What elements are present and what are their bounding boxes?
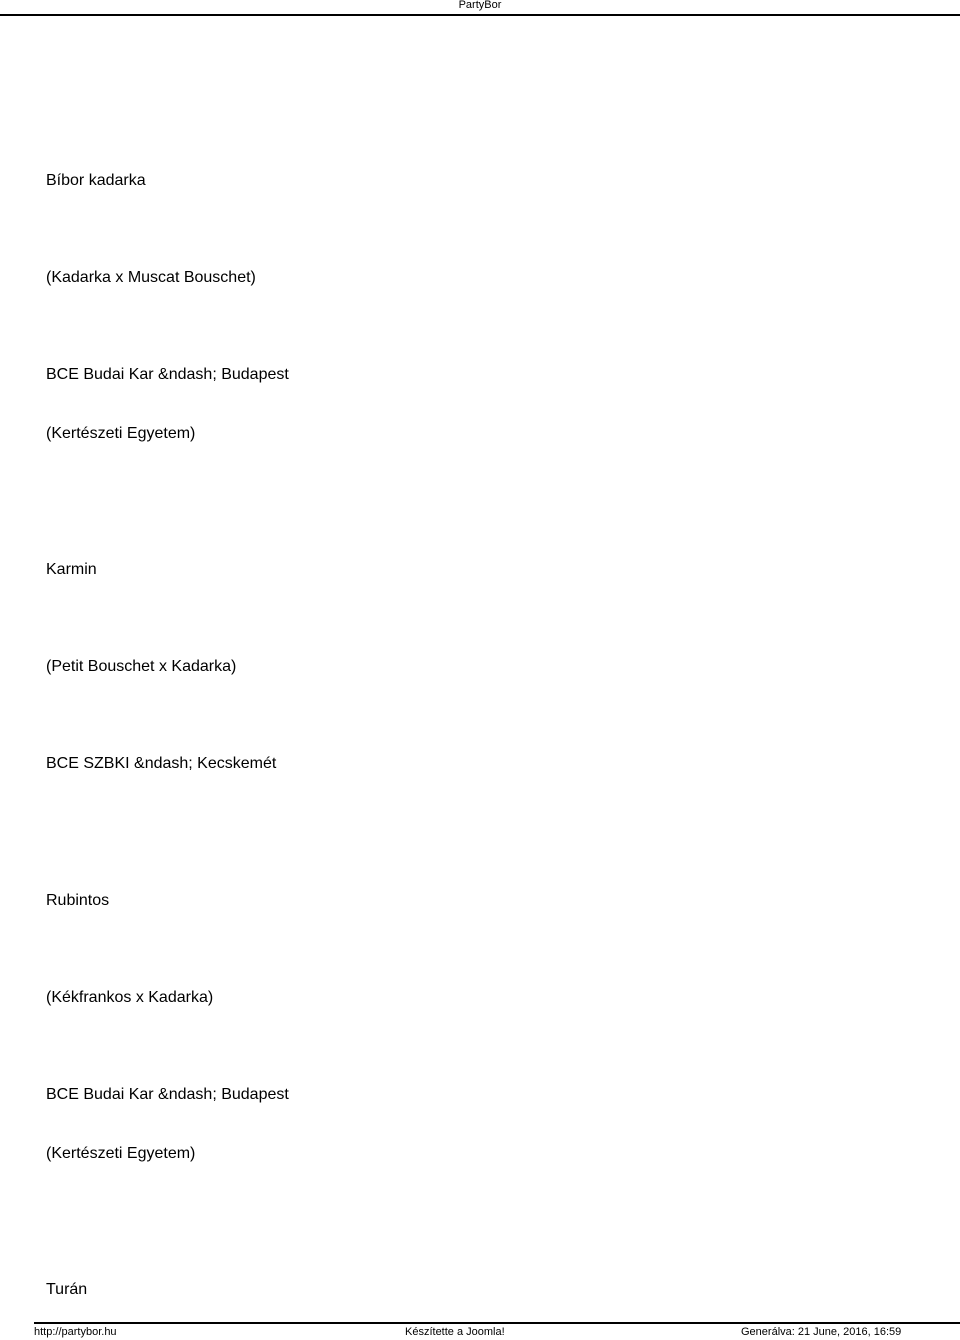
footer-credit: Készítette a Joomla! bbox=[405, 1326, 505, 1338]
site-title: PartyBor bbox=[458, 0, 502, 11]
variety-breeder: BCE Budai Kar &ndash; Budapest bbox=[46, 1086, 289, 1103]
variety-breeder: BCE Budai Kar &ndash; Budapest bbox=[46, 366, 289, 383]
page-header bbox=[0, 0, 960, 16]
variety-name: Rubintos bbox=[46, 892, 110, 909]
variety-name: Karmin bbox=[46, 561, 97, 578]
variety-breeder-note: (Kertészeti Egyetem) bbox=[46, 1145, 196, 1162]
page-footer bbox=[34, 1322, 960, 1340]
variety-name: Turán bbox=[46, 1281, 88, 1298]
footer-url-link[interactable]: http://partybor.hu bbox=[34, 1326, 117, 1338]
variety-breeder: BCE SZBKI &ndash; Kecskemét bbox=[46, 755, 277, 772]
variety-parentage: (Kékfrankos x Kadarka) bbox=[46, 989, 214, 1006]
variety-breeder-note: (Kertészeti Egyetem) bbox=[46, 425, 196, 442]
variety-name: Bíbor kadarka bbox=[46, 172, 146, 189]
variety-parentage: (Petit Bouschet x Kadarka) bbox=[46, 658, 237, 675]
variety-parentage: (Kadarka x Muscat Bouschet) bbox=[46, 269, 256, 286]
footer-generated-date: Generálva: 21 June, 2016, 16:59 bbox=[741, 1326, 902, 1338]
